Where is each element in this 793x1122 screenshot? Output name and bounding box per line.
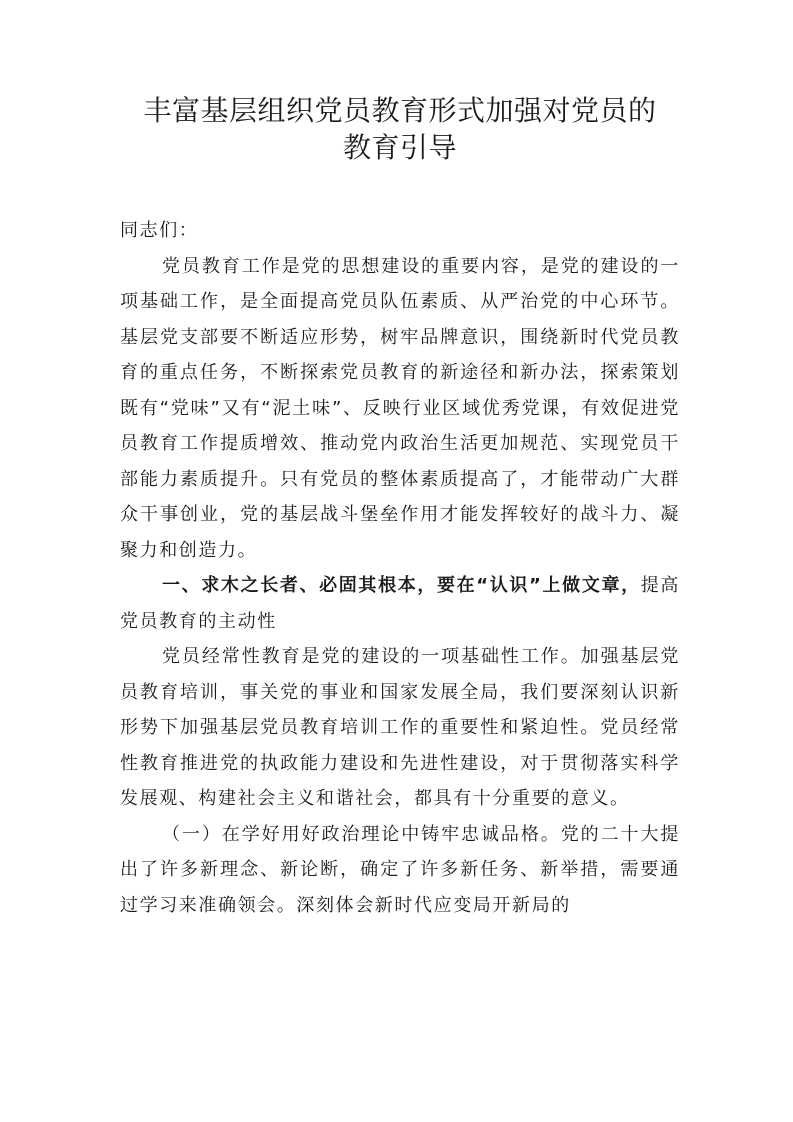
paragraph-subsection-1: （一）在学好用好政治理论中铸牢忠诚品格。党的二十大提出了许多新理念、新论断，确定了许多新任务、新举措，需要通过学习来准确领会。深刻体会新时代应变局开新局的 bbox=[120, 823, 680, 916]
section-heading-1-rest: 提高党员教育的主动性 bbox=[120, 575, 680, 632]
salutation: 同志们： bbox=[120, 220, 199, 241]
title-line-2: 教育引导 bbox=[342, 131, 457, 164]
document-body bbox=[120, 213, 680, 923]
document-title bbox=[100, 92, 700, 166]
title-line-1: 丰富基层组织党员教育形式加强对党员的 bbox=[143, 94, 657, 127]
paragraph-intro: 党员教育工作是党的思想建设的重要内容，是党的建设的一项基础工作，是全面提高党员队伍素质、从严治党的中心环节。基层党支部要不断适应形势，树牢品牌意识，围绕新时代党员教育的重点任务，不断探索党员教育的新途径和新办法，探索策划既有“党味”又有“泥土味”、反映行业区域优秀党课，有效促进党员教育工作提质增效、推动党内政治生活更加规范、实现党员干部能力素质提升。只有党员的整体素质提高了，才能带动广大群众干事创业，党的基层战斗堡垒作用才能发挥较好的战斗力、凝聚力和创造力。 bbox=[120, 255, 680, 561]
paragraph-section-1: 党员经常性教育是党的建设的一项基础性工作。加强基层党员教育培训，事关党的事业和国家发展全局，我们要深刻认识新形势下加强基层党员教育培训工作的重要性和紧迫性。党员经常性教育推进党的执政能力建设和先进性建设，对于贯彻落实科学发展观、构建社会主义和谐社会，都具有十分重要的意义。 bbox=[120, 646, 680, 809]
section-heading-1 bbox=[120, 568, 680, 639]
section-heading-1-bold: 一、求木之长者、必固其根本，要在“认识”上做文章， bbox=[162, 575, 641, 596]
